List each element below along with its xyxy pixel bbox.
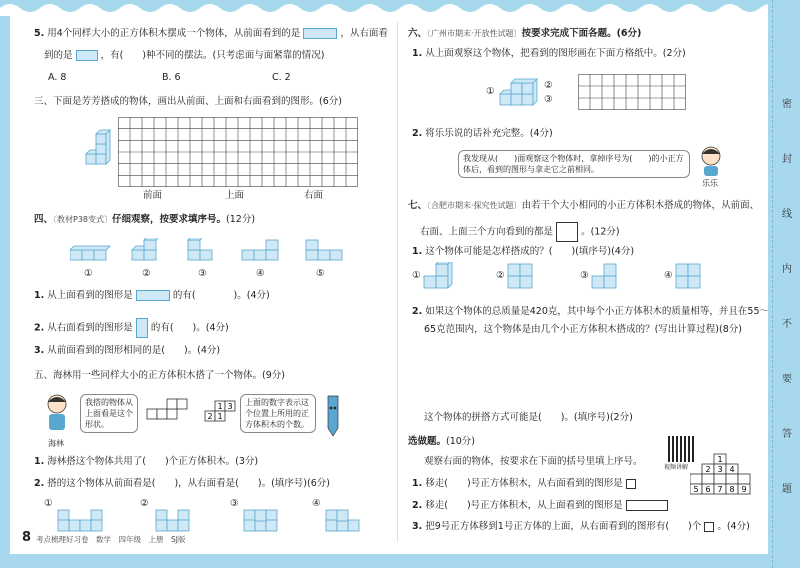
svg-text:8: 8: [729, 485, 735, 494]
obj-num-1: ①: [84, 268, 93, 279]
s7-q2-line1: 2. 如果这个物体的总质量是420克，其中每个小正方体积木的质量相等，并且在55～: [412, 306, 769, 317]
square-view-icon: [556, 222, 578, 242]
svg-text:6: 6: [705, 485, 711, 494]
s5-q1: 1. 海林搭这个物体共用了( )个正方体积木。(3分): [34, 456, 259, 467]
svg-text:3: 3: [717, 465, 723, 474]
svg-text:3: 3: [227, 402, 233, 411]
s6-q1: 1. 从上面观察这个物体，把看到的图形画在下面方格纸中。(2分): [412, 48, 686, 59]
s8-object: [690, 450, 762, 496]
obj-num-4: ④: [256, 268, 265, 279]
s7-num-3: ③: [580, 270, 589, 281]
s7-num-2: ②: [496, 270, 505, 281]
obj-num-2: ②: [142, 268, 151, 279]
page-number: 8: [22, 530, 32, 545]
svg-text:1: 1: [217, 412, 223, 421]
small-square-icon-2: [704, 522, 714, 532]
small-square-icon: [626, 479, 636, 489]
section7-title: 七、〔合肥市期末·探究性试题〕由若干个大小相同的小正方体积木搭成的物体，从前面、: [408, 200, 760, 211]
s6-q2: 2. 将乐乐说的话补充完整。(4分): [412, 128, 553, 139]
svg-text:1: 1: [217, 402, 223, 411]
s7-answer-line: 这个物体的拼搭方式可能是( )。(填序号)(2分): [424, 412, 633, 423]
s4-q2: 2. 从右面看到的图形是 的有( )。(4分): [34, 318, 229, 338]
s4-q3: 3. 从前面看到的图形相同的是( )。(4分): [34, 345, 221, 356]
svg-text:9: 9: [741, 485, 747, 494]
boy-avatar: [42, 392, 72, 438]
s8-q1: 1. 移走( )号正方体积木，从右面看到的图形是: [412, 478, 636, 490]
svg-text:2: 2: [207, 412, 213, 421]
speech-bubble-1: 我搭的物体从上面看是这个形状。: [80, 394, 138, 433]
q5-line1: 5. 用4个同样大小的正方体积木摆成一个物体，从前面看到的是 ，从右面看: [34, 28, 388, 39]
section8-title: 选做题。(10分): [408, 436, 476, 447]
svg-text:2: 2: [705, 465, 711, 474]
column-divider: [397, 22, 398, 542]
s7-num-4: ④: [664, 270, 673, 281]
haolin-name: 海林: [48, 439, 64, 448]
number-grid: [204, 400, 236, 424]
svg-text:1: 1: [717, 455, 723, 464]
fangfang-object-figure: [82, 128, 116, 168]
lele-avatar: [698, 144, 724, 178]
section4-title: 四、〔教材P38变式〕仔细观察，按要求填序号。(12分): [34, 214, 256, 225]
lele-name: 乐乐: [702, 179, 718, 188]
svg-text:7: 7: [717, 485, 723, 494]
option-a[interactable]: A. 8: [48, 72, 67, 83]
svg-text:5: 5: [693, 485, 699, 494]
drawing-grid[interactable]: [118, 117, 358, 187]
svg-text:4: 4: [729, 465, 735, 474]
s7-q1: 1. 这个物体可能是怎样搭成的？( )(填序号)(4分): [412, 246, 635, 257]
s6-mark-2: ②: [544, 80, 553, 91]
speech-bubble-2: 上面的数字表示这个位置上所用的正方体积木的个数。: [240, 394, 316, 433]
front-view-icon: [303, 28, 337, 39]
section5-title: 五、海林用一些同样大小的正方体积木搭了一个物体。(9分): [34, 370, 285, 381]
s4-objects: [70, 238, 350, 264]
s6-mark-1: ①: [486, 86, 495, 97]
s5-opt-2: ②: [140, 498, 149, 509]
section3-title: 三、下面是芳芳搭成的物体，画出从前面、上面和右面看到的图形。(6分): [34, 96, 342, 107]
s5-view-options: [52, 496, 382, 532]
pencil-mascot: [320, 392, 346, 438]
s6-grid[interactable]: [578, 74, 686, 110]
section6-title: 六、〔广州市期末·开放性试题〕按要求完成下面各题。(6分): [408, 28, 642, 39]
s5-opt-3: ③: [230, 498, 239, 509]
s6-object: [498, 72, 546, 108]
s4-q1: 1. 从上面看到的图形是 的有( )。(4分): [34, 290, 270, 301]
s8-q3: 3. 把9号正方体移到1号正方体的上面，从右面看到的图形有( )个 。(4分): [412, 521, 750, 532]
label-top: 上面: [225, 190, 245, 201]
obj-num-5: ⑤: [316, 268, 325, 279]
q5-line2: 到的是 ，有( )种不同的摆法。(只考虑面与面紧靠的情况): [44, 50, 325, 61]
obj-num-3: ③: [198, 268, 207, 279]
qr-label: 视频讲解: [664, 464, 689, 471]
top-view-icon: [136, 290, 170, 301]
s5-opt-1: ①: [44, 498, 53, 509]
lele-speech-bubble: 我发现从( )面观察这个物体时，拿掉序号为( )的小正方体后，看到的图形与拿走它之前相同。: [458, 150, 690, 178]
right-view-icon: [76, 50, 98, 61]
row-view-icon: [626, 500, 668, 511]
option-b[interactable]: B. 6: [162, 72, 181, 83]
section7-title-2: 右面、上面三个方向看到的都是 。(12分): [420, 222, 620, 242]
s6-mark-3: ③: [544, 94, 553, 105]
label-front: 前面: [143, 190, 163, 201]
right-view-icon-tall: [136, 318, 148, 338]
s8-q2: 2. 移走( )号正方体积木，从上面看到的图形是: [412, 500, 668, 512]
top-shape-figure: [146, 398, 188, 422]
s7-objects: [422, 262, 732, 290]
s7-q2-line2: 65克范围内，这个物体是由几个小正方体积木搭成的？(写出计算过程)(8分): [424, 324, 742, 335]
s8-intro: 观察右面的物体，按要求在下面的括号里填上序号。: [424, 456, 643, 467]
binding-notice: 密 封 线 内 不 要 答 题: [782, 99, 792, 495]
page-footer: 考点梳理好习卷 数学 四年级 上册 SJ版: [36, 535, 186, 544]
s7-num-1: ①: [412, 270, 421, 281]
label-right: 右面: [304, 190, 324, 201]
option-c[interactable]: C. 2: [272, 72, 291, 83]
s5-opt-4: ④: [312, 498, 321, 509]
s5-q2: 2. 搭的这个物体从前面看是( )，从右面看是( )。(填序号)(6分): [34, 478, 330, 489]
